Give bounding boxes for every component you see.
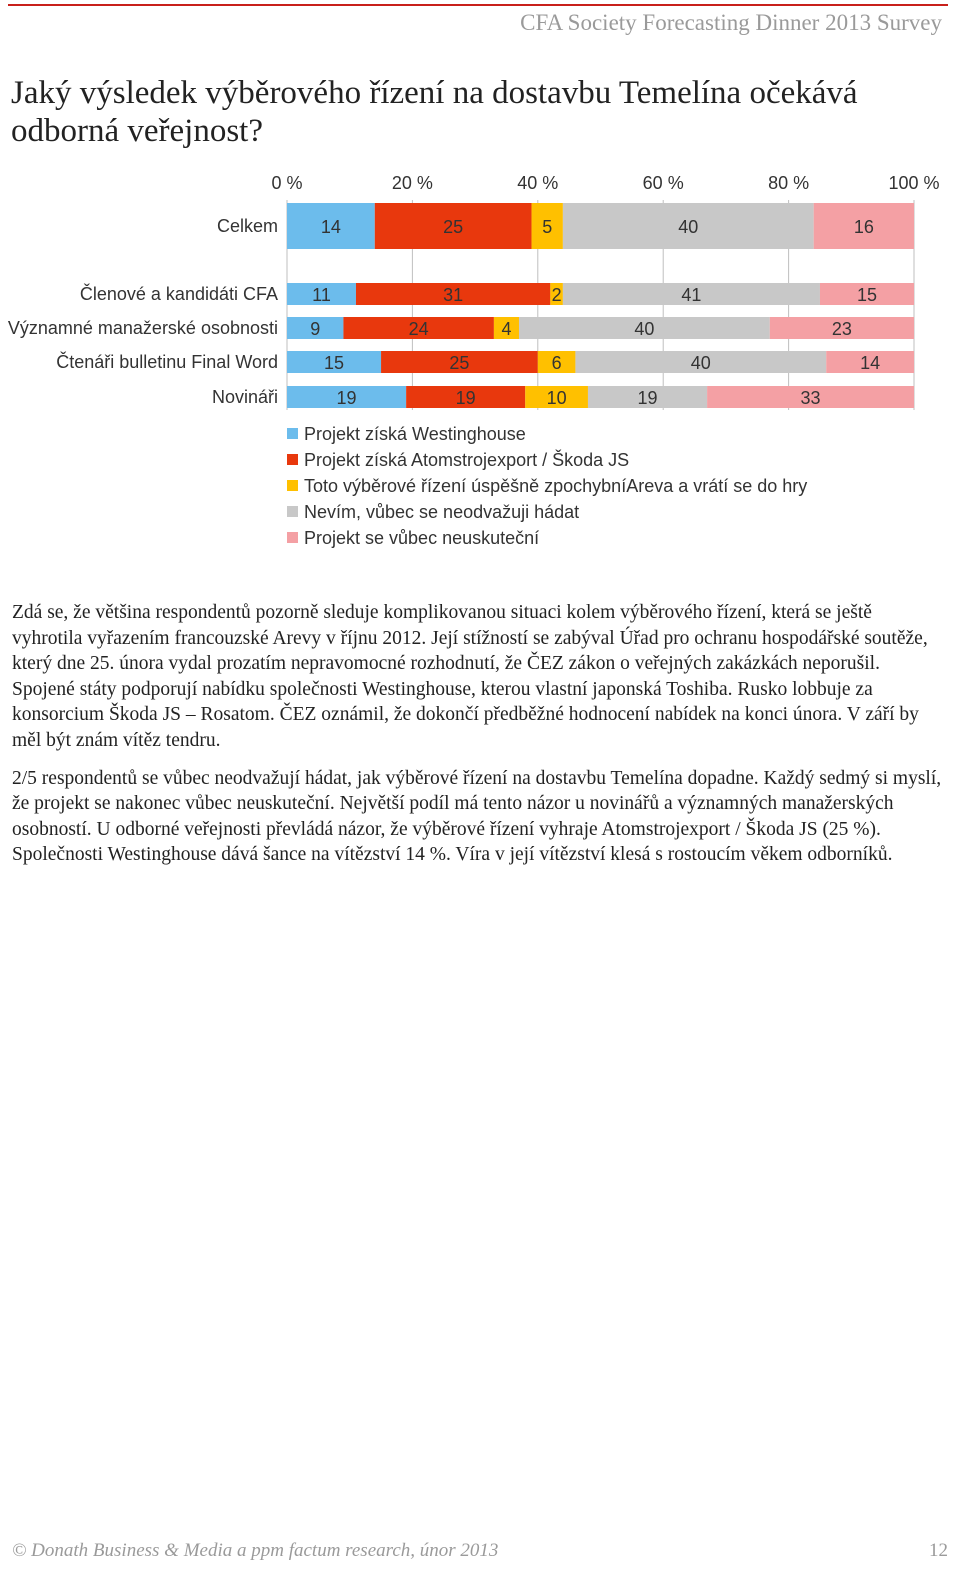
data-label: 40: [634, 319, 655, 339]
data-label: 19: [455, 388, 476, 408]
x-tick-label: 40 %: [517, 173, 559, 193]
data-label: 25: [449, 353, 470, 373]
data-label: 6: [551, 353, 562, 373]
data-label: 16: [853, 217, 874, 237]
page-number: 12: [929, 1540, 948, 1561]
x-tick-label: 60 %: [642, 173, 684, 193]
legend-swatch: [287, 532, 298, 543]
header-title: CFA Society Forecasting Dinner 2013 Survey: [520, 10, 942, 35]
x-tick-label: 0 %: [271, 173, 303, 193]
x-tick-label: 80 %: [768, 173, 810, 193]
data-label: 33: [800, 388, 821, 408]
legend-label: Toto výběrové řízení úspěšně zpochybníAreva a vrátí se do hry: [304, 476, 808, 496]
data-label: 2: [551, 285, 562, 305]
footer-copyright: © Donath Business & Media a ppm factum research, únor 2013: [12, 1540, 499, 1561]
legend-label: Projekt se vůbec neuskuteční: [304, 528, 540, 548]
body-text: [12, 600, 947, 880]
data-label: 19: [637, 388, 658, 408]
category-label: Členové a kandidáti CFA: [79, 284, 278, 304]
data-label: 10: [546, 388, 567, 408]
data-label: 4: [501, 319, 512, 339]
data-label: 14: [320, 217, 341, 237]
data-label: 40: [678, 217, 699, 237]
data-label: 15: [856, 285, 877, 305]
legend-label: Projekt získá Westinghouse: [304, 424, 526, 444]
category-label: Významné manažerské osobnosti: [7, 318, 278, 338]
category-label: Celkem: [216, 216, 278, 236]
data-label: 19: [336, 388, 357, 408]
data-label: 5: [542, 217, 553, 237]
data-label: 9: [310, 319, 321, 339]
data-label: 23: [831, 319, 852, 339]
legend-swatch: [287, 480, 298, 491]
legend-label: Nevím, vůbec se neodvažuji hádat: [304, 502, 580, 522]
stacked-bar-chart: [0, 160, 960, 560]
legend-swatch: [287, 506, 298, 517]
data-label: 41: [681, 285, 702, 305]
page-title: Jaký výsledek výběrového řízení na dostavbu Temelína očekává odborná veřejnost?: [11, 75, 858, 149]
legend-label: Projekt získá Atomstrojexport / Škoda JS: [304, 450, 630, 470]
paragraph-1: Zdá se, že většina respondentů pozorně sleduje komplikovanou situaci kolem výběrového řízení, která se ještě vyhrotila vyřazením francouzské Arevy v říjnu 2012. Její stížností se zabýval Úřad pro ochranu hospodářské soutěže, který dne 25. února vydal prozatím nepravomocné rozhodnutí, že ČEZ zákon o veřejných zakázkách neporušil. Spojené státy podporují nabídku společnosti Westinghouse, kterou vlastní japonská Toshiba. Rusko lobbuje za konsorcium Škoda JS – Rosatom. ČEZ oznámil, že dokončí předběžné hodnocení nabídek na konci února. V září by měl být znám vítěz tendru.: [12, 602, 928, 751]
x-tick-label: 100 %: [888, 173, 940, 193]
data-label: 15: [324, 353, 345, 373]
data-label: 40: [690, 353, 711, 373]
data-label: 11: [312, 285, 331, 305]
x-tick-label: 20 %: [391, 173, 433, 193]
legend-swatch: [287, 428, 298, 439]
category-label: Čtenáři bulletinu Final Word: [56, 352, 278, 372]
data-label: 25: [443, 217, 464, 237]
category-label: Novináři: [211, 387, 278, 407]
header-rule: [8, 4, 948, 6]
data-label: 24: [408, 319, 429, 339]
data-label: 31: [443, 285, 464, 305]
legend-swatch: [287, 454, 298, 465]
paragraph-2: 2/5 respondentů se vůbec neodvažují hádat, jak výběrové řízení na dostavbu Temelína dopadne. Každý sedmý si myslí, že projekt se nakonec vůbec neuskuteční. Největší podíl má tento názor u novinářů a významných manažerských osobností. U odborné veřejnosti převládá názor, že výběrové řízení vyhraje Atomstrojexport / Škoda JS (25 %). Společnosti Westinghouse dává šance na vítězství 14 %. Víra v její vítězství klesá s rostoucím věkem odborníků.: [12, 767, 942, 866]
data-label: 14: [860, 353, 881, 373]
